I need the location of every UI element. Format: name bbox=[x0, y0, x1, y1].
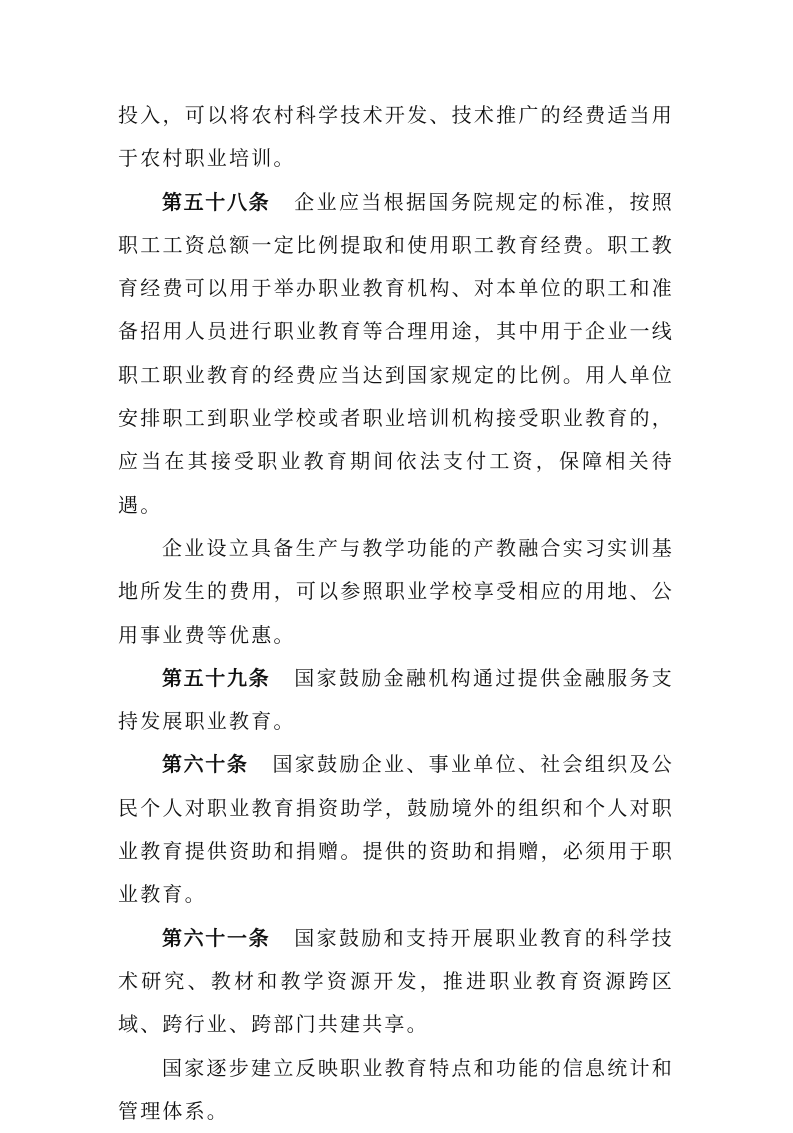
paragraph-text: 国家鼓励企业、事业单位、社会组织及公民个人对职业教育捐资助学，鼓励境外的组织和个人对职业教育提供资助和捐赠。提供的资助和捐赠，必须用于职业教育。 bbox=[118, 752, 675, 907]
paragraph-text: 国家鼓励金融机构通过提供金融服务支持发展职业教育。 bbox=[118, 665, 675, 734]
article-number: 第六十一条 bbox=[162, 925, 271, 950]
paragraph-article-61 bbox=[118, 917, 674, 1047]
paragraph-1 bbox=[118, 94, 674, 181]
paragraph-7 bbox=[118, 1047, 674, 1133]
paragraph-article-60 bbox=[118, 743, 674, 916]
paragraph-article-59 bbox=[118, 657, 674, 744]
paragraph-text: 国家鼓励和支持开展职业教育的科学技术研究、教材和教学资源开发，推进职业教育资源跨区域、跨行业、跨部门共建共享。 bbox=[118, 925, 675, 1037]
paragraph-text: 企业设立具备生产与教学功能的产教融合实习实训基地所发生的费用，可以参照职业学校享受相应的用地、公用事业费等优惠。 bbox=[118, 535, 674, 647]
paragraph-article-58 bbox=[118, 181, 674, 527]
paragraph-text: 国家逐步建立反映职业教育特点和功能的信息统计和管理体系。 bbox=[118, 1055, 674, 1123]
article-number: 第五十九条 bbox=[162, 665, 271, 690]
document-body bbox=[118, 94, 674, 1133]
paragraph-text: 企业应当根据国务院规定的标准，按照职工工资总额一定比例提取和使用职工教育经费。职工教育经费可以用于举办职业教育机构、对本单位的职工和准备招用人员进行职业教育等合理用途，其中用于企业一线职工职业教育的经费应当达到国家规定的比例。用人单位安排职工到职业学校或者职业培训机构接受职业教育的，应当在其接受职业教育期间依法支付工资，保障相关待遇。 bbox=[118, 189, 675, 517]
paragraph-3 bbox=[118, 527, 674, 657]
article-number: 第六十条 bbox=[162, 752, 249, 777]
paragraph-text: 投入，可以将农村科学技术开发、技术推广的经费适当用于农村职业培训。 bbox=[118, 103, 674, 171]
article-number: 第五十八条 bbox=[162, 189, 271, 214]
